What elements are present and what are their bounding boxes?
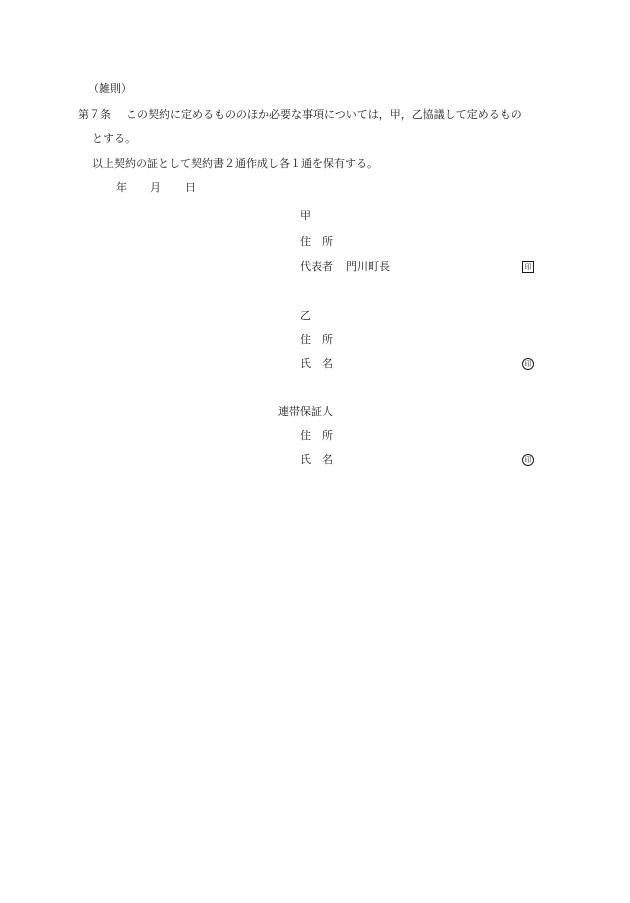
party-a-rep-label: 代表者 (300, 260, 333, 273)
article-text-line2: とする。 (92, 132, 136, 145)
party-a-rep-value: 門川町長 (346, 260, 390, 273)
guarantor-address-label: 住 所 (300, 429, 333, 442)
party-a-seal: 印 (522, 261, 534, 273)
party-a-address-label: 住 所 (300, 235, 333, 248)
date-year: 年 (116, 181, 127, 194)
party-a-label: 甲 (300, 209, 311, 222)
guarantor-seal: 印 (522, 454, 534, 466)
article-text-line1: この契約に定めるもののほか必要な事項については，甲，乙協議して定めるもの (126, 108, 522, 121)
guarantor-label: 連帯保証人 (278, 405, 333, 418)
article-label: 第７条 (78, 108, 111, 121)
section-heading: （雑則） (88, 82, 132, 95)
party-b-seal: 印 (522, 358, 534, 370)
guarantor-name-label: 氏 名 (300, 453, 333, 466)
party-b-label: 乙 (300, 309, 311, 322)
date-month: 月 (150, 181, 161, 194)
party-b-address-label: 住 所 (300, 333, 333, 346)
date-day: 日 (185, 181, 196, 194)
closing-statement: 以上契約の証として契約書２通作成し各１通を保有する。 (92, 157, 378, 170)
party-b-name-label: 氏 名 (300, 357, 333, 370)
